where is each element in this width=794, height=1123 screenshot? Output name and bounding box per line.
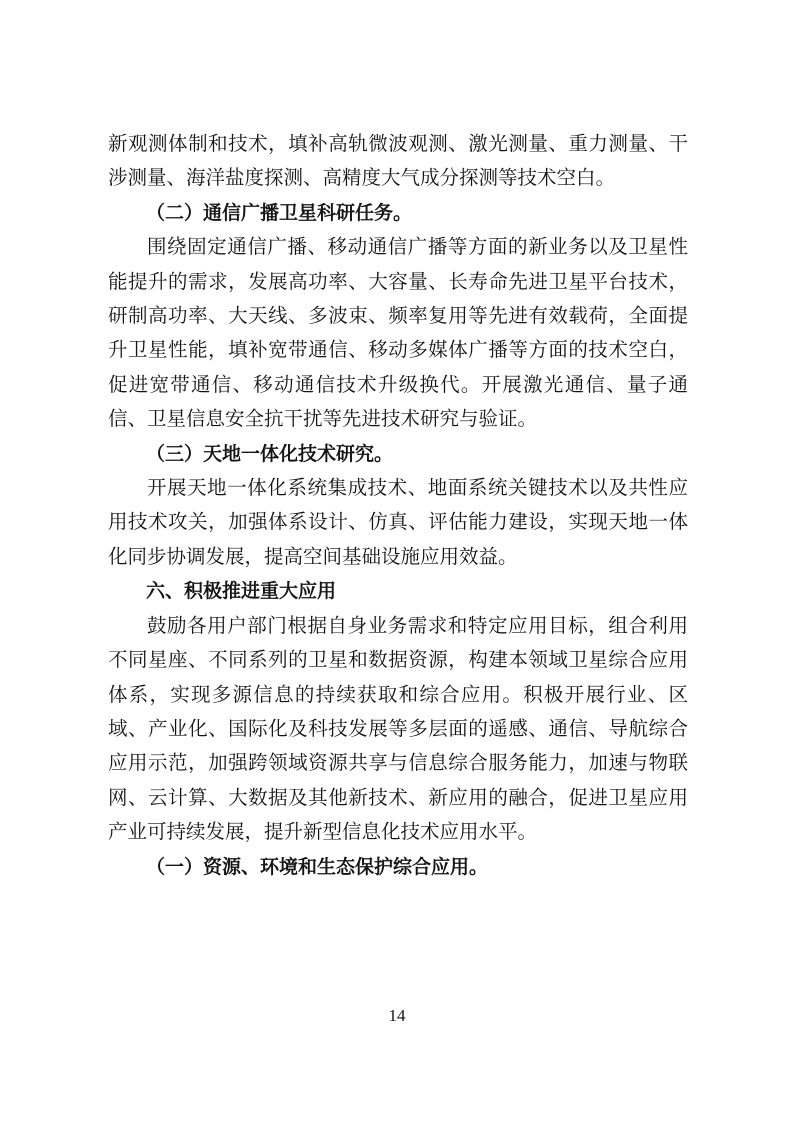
document-body	[108, 127, 688, 884]
section-heading-space-ground-integration: （三）天地一体化技术研究。	[146, 442, 394, 465]
section-heading-resources-environment: （一）资源、环境和生态保护综合应用。	[146, 855, 489, 878]
section-heading-communication-satellite: （二）通信广播卫星科研任务。	[146, 201, 413, 224]
paragraph-major-applications: 鼓励各用户部门根据自身业务需求和特定应用目标，组合利用不同星座、不同系列的卫星和数据资源，构建本领域卫星综合应用体系，实现多源信息的持续获取和综合应用。积极开展行业、区域、产业化、国际化及科技发展等多层面的遥感、通信、导航综合应用示范，加强跨领域资源共享与信息综合服务能力，加速与物联网、云计算、大数据及其他新技术、新应用的融合，促进卫星应用产业可持续发展，提升新型信息化技术应用水平。	[108, 613, 688, 844]
chapter-heading-major-applications: 六、积极推进重大应用	[146, 580, 337, 603]
paragraph-continued: 新观测体制和技术，填补高轨微波观测、激光测量、重力测量、干涉测量、海洋盐度探测、高精度大气成分探测等技术空白。	[108, 132, 688, 190]
page-number: 14	[388, 1006, 406, 1025]
paragraph-space-ground-integration: 开展天地一体化系统集成技术、地面系统关键技术以及共性应用技术攻关，加强体系设计、仿真、评估能力建设，实现天地一体化同步协调发展，提高空间基础设施应用效益。	[108, 476, 688, 568]
paragraph-communication-satellite: 围绕固定通信广播、移动通信广播等方面的新业务以及卫星性能提升的需求，发展高功率、大容量、长寿命先进卫星平台技术，研制高功率、大天线、多波束、频率复用等先进有效载荷，全面提升卫星性能，填补宽带通信、移动多媒体广播等方面的技术空白，促进宽带通信、移动通信技术升级换代。开展激光通信、量子通信、卫星信息安全抗干扰等先进技术研究与验证。	[108, 235, 688, 431]
